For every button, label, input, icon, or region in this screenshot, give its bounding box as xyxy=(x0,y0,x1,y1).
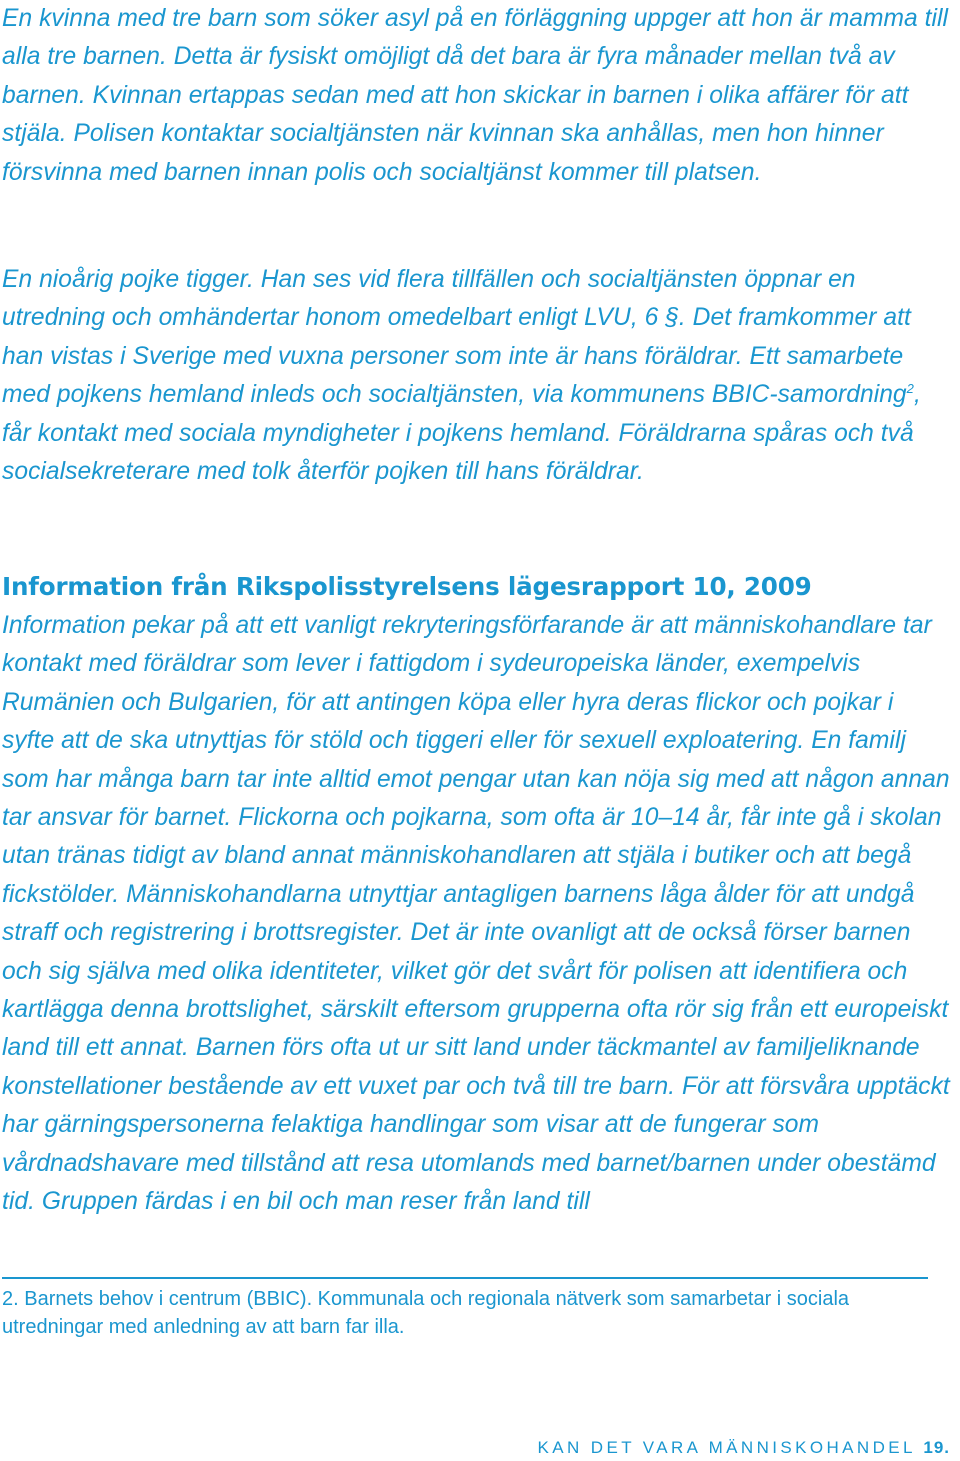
case-paragraph-boy xyxy=(2,261,952,491)
case-paragraph-mother: En kvinna med tre barn som söker asyl på en förläggning uppger att hon är mamma till alla tre barnen. Detta är fysiskt omöjligt då det bara är fyra månader mellan två av barnen. Kvinnan ertappas sedan med att hon skickar in barnen i olika affärer för att stjäla. Polisen kontaktar socialtjänsten när kvinnan ska anhållas, men hon hinner försvinna med barnen innan polis och socialtjänst kommer till platsen. xyxy=(2,5,949,186)
running-title: KAN DET VARA MÄNNISKOHANDEL xyxy=(537,1438,916,1457)
info-section-heading: Information från Rikspolisstyrelsens lägesrapport 10, 2009 xyxy=(2,572,812,601)
page-footer xyxy=(538,1435,951,1461)
info-section-paragraph: Information pekar på att ett vanligt rekryteringsförfarande är att människohandlare tar kontakt med föräldrar som lever i fattigdom i sydeuropeiska länder, exempelvis Rumänien och Bulgarien, för att antingen köpa eller hyra deras flickor och pojkar i syfte att de ska utnyttjas för stöld och tiggeri eller för sexuell exploatering. En familj som har många barn tar inte alltid emot pengar utan kan nöja sig med att någon annan tar ansvar för barnet. Flickorna och pojkarna, som ofta är 10–14 år, får inte gå i skolan utan tränas tidigt av bland annat människohandlaren att stjäla i butiker och att begå fickstölder. Människohandlarna utnyttjar antagligen barnens låga ålder för att undgå straff och registrering i brottsregister. Det är inte ovanligt att de också förser barnen och sig själva med olika identiteter, vilket gör det svårt för polisen att identifiera och kartlägga denna brottslighet, särskilt eftersom grupperna ofta rör sig från ett europeiskt land till ett annat. Barnen förs ofta ut ur sitt land under täckmantel av familjeliknande konstellationer bestående av ett vuxet par och två till tre barn. För att försvåra upptäckt har gärningspersonerna felaktiga handlingar som visar att de fungerar som vårdnadshavare med tillstånd att resa utomlands med barnet/barnen under obestämd tid. Gruppen färdas i en bil och man reser från land till xyxy=(2,612,950,1216)
footnote-divider xyxy=(2,1277,928,1279)
footnote-reference: 2 xyxy=(906,381,914,397)
footnote: 2. Barnets behov i centrum (BBIC). Kommunala och regionala nätverk som samarbetar i sociala utredningar med anledning av att barn far illa. xyxy=(2,1288,850,1338)
case-paragraph-boy-text: En nioårig pojke tigger. Han ses vid flera tillfällen och socialtjänsten öppnar en utredning och omhändertar honom omedelbart enligt LVU, 6 §. Det framkommer att han vistas i Sverige med vuxna personer som inte är hans föräldrar. Ett samarbete med pojkens hemland inleds och socialtjänsten, via kommunens BBIC-samordning xyxy=(2,266,911,409)
case-paragraph-boy-text-continued: , får kontakt med sociala myndigheter i pojkens hemland. Föräldrarna spåras och två socialsekreterare med tolk återför pojken till hans föräldrar. xyxy=(2,381,921,486)
page-number: 19. xyxy=(923,1438,950,1457)
